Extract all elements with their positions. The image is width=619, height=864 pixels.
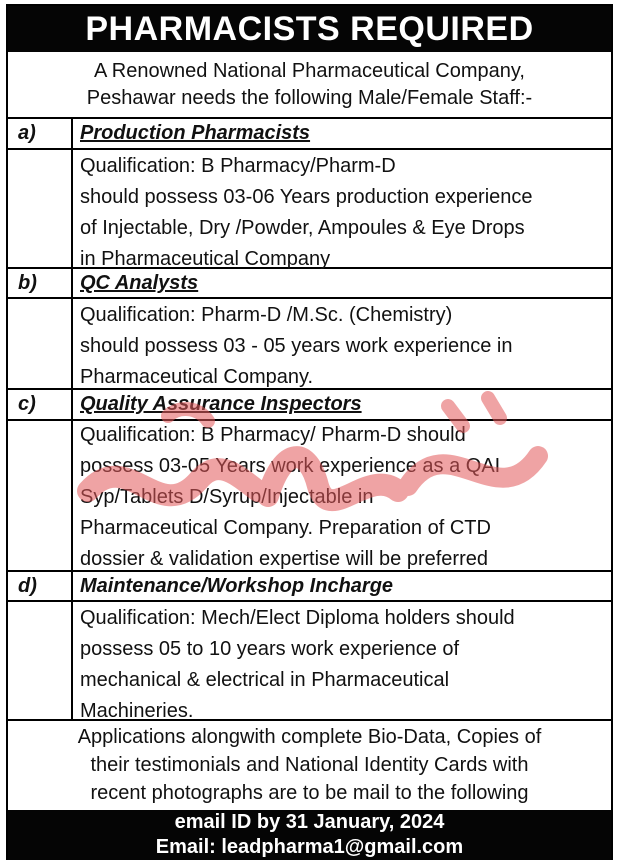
section-d-heading: Maintenance/Workshop Incharge	[80, 575, 394, 597]
section-a-body: Qualification: B Pharmacy/Pharm-D should possess 03-06 Years production experience of Injectable, Dry /Powder, Ampoules & Eye Drops in Pharmaceutical Company	[80, 155, 533, 270]
application-line-1: Applications alongwith complete Bio-Data, Copies of	[77, 726, 542, 748]
divider	[8, 148, 611, 150]
column-divider	[71, 117, 73, 719]
intro-text	[8, 58, 611, 112]
contact-footer	[8, 810, 611, 860]
section-c-letter: c)	[18, 393, 36, 415]
application-line-3: recent photographs are to be mail to the following	[90, 782, 529, 804]
email-text: Email: leadpharma1@gmail.com	[155, 836, 464, 858]
section-b-body: Qualification: Pharm-D /M.Sc. (Chemistry) should possess 03 - 05 years work experience in Pharmaceutical Company.	[80, 304, 513, 388]
divider	[8, 600, 611, 602]
application-line-2: their testimonials and National Identity Cards with	[90, 754, 529, 776]
section-b-letter: b)	[18, 272, 37, 294]
intro-line-1: A Renowned National Pharmaceutical Company,	[94, 60, 525, 82]
section-d-body: Qualification: Mech/Elect Diploma holders should possess 05 to 10 years work experience of mechanical & electrical in Pharmaceutical Machineries.	[80, 607, 515, 722]
page-title: PHARMACISTS REQUIRED	[8, 6, 611, 52]
section-c-body: Qualification: B Pharmacy/ Pharm-D should possess 03-05 Years work experience as a QAI Syp/Tablets D/Syrup/Injectable in Pharmaceutical Company. Preparation of CTD dossier & validation expertise will be preferred	[80, 424, 501, 570]
application-instructions	[8, 723, 611, 807]
section-c-heading: Quality Assurance Inspectors	[80, 393, 362, 415]
divider	[8, 297, 611, 299]
section-a-heading: Production Pharmacists	[80, 122, 311, 144]
divider	[8, 117, 611, 119]
section-d-letter: d)	[18, 575, 37, 597]
deadline-text: email ID by 31 January, 2024	[174, 811, 445, 833]
job-advertisement	[6, 4, 613, 860]
section-a-letter: a)	[18, 122, 36, 144]
section-b-heading: QC Analysts	[80, 272, 199, 294]
intro-line-2: Peshawar needs the following Male/Female Staff:-	[86, 87, 533, 109]
